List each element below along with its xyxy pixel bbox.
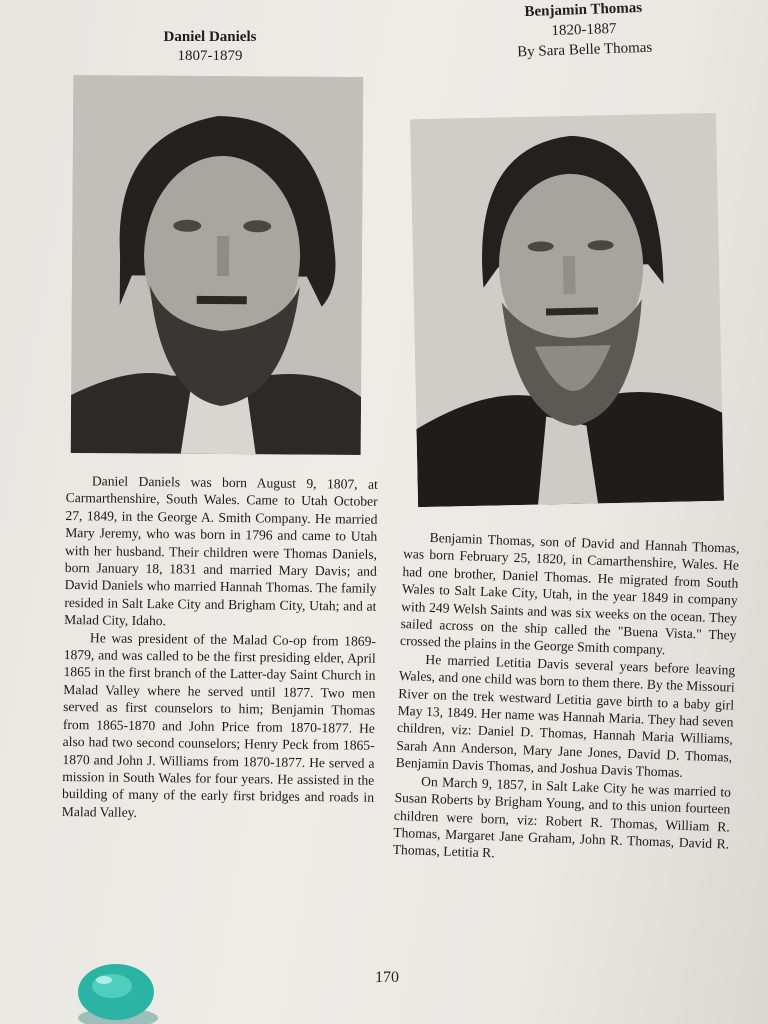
- right-entry-byline: By Sara Belle Thomas: [516, 39, 653, 61]
- right-entry-heading: [483, 0, 685, 63]
- portrait-photo-daniel-daniels: [71, 75, 364, 455]
- push-pin: [70, 958, 166, 1024]
- page-number: 170: [375, 969, 399, 986]
- biography-paragraph: He was president of the Malad Co-op from 1869-1879, and was called to be the first presiding elder, April 1865 in the first branch of the Latter-day Saint Church in Malad Valley where he served until 1877. Two men served as first counselors to him; Benjamin Thomas from 1865-1870 and John Price from 1870-1877. He also had two second counselors; Henry Peck from 1865-1870 and John J. Williams from 1870-1877. He served a mission in South Wales for four years. He assisted in the building of many of the early first bridges and roads in Malad Valley.: [61, 629, 377, 820]
- daniel-daniels-biography: [62, 472, 378, 824]
- biography-paragraph: He married Letitia Davis several years before leaving Wales, and one child was born to them there. By the Missouri River on the trek westward Letitia gave birth to a baby girl May 13, 1849. Her name was Hannah Maria. They had seven children, viz: Daniel D. Thomas, Hannah Maria Williams, Sarah Ann Anderson, Mary Jane Jones, David D. Thomas, Benjamin Davis Thomas, and Joshua Davis Thomas.: [395, 651, 736, 781]
- portrait-photo-benjamin-thomas: [410, 113, 724, 507]
- biography-paragraph: Benjamin Thomas, son of David and Hannah Thomas, was born February 25, 1820, in Camarthenshire, Wales. He had one brother, Daniel Thomas. He migrated from South Wales to Salt Lake City, Utah, in the year 1849 in company with 249 Welsh Saints and was six weeks on the ocean. They sailed across on the ship called the "Buena Vista." They crossed the plains in the George Smith company.: [399, 529, 740, 658]
- biography-paragraph: On March 9, 1857, in Salt Lake City he was married to Susan Roberts by Brigham Young, and to this union fourteen children were born, viz: Robert R. Thomas, William R. Thomas, Margaret Jane Graham, John R. Thomas, David R. Thomas, Letitia R.: [392, 773, 732, 861]
- right-entry-name: Benjamin Thomas: [524, 0, 643, 21]
- left-entry-heading: [140, 28, 280, 66]
- left-entry-dates: 1807-1879: [177, 48, 243, 64]
- left-entry-name: Daniel Daniels: [163, 29, 257, 45]
- right-entry-dates: 1820-1887: [551, 20, 617, 40]
- biography-paragraph: Daniel Daniels was born August 9, 1807, at Carmarthenshire, South Wales. Came to Utah October 27, 1849, in the George A. Smith Company. He married Mary Jeremy, who was born in 1796 and came to Utah with her husband. Their children were Thomas Daniels, born January 18, 1831 and married Mary Davis; and David Daniels who married Hannah Thomas. The family resided in Salt Lake City and Brigham City, Utah; and at Malad City, Idaho.: [64, 473, 378, 629]
- benjamin-thomas-biography: [392, 528, 739, 870]
